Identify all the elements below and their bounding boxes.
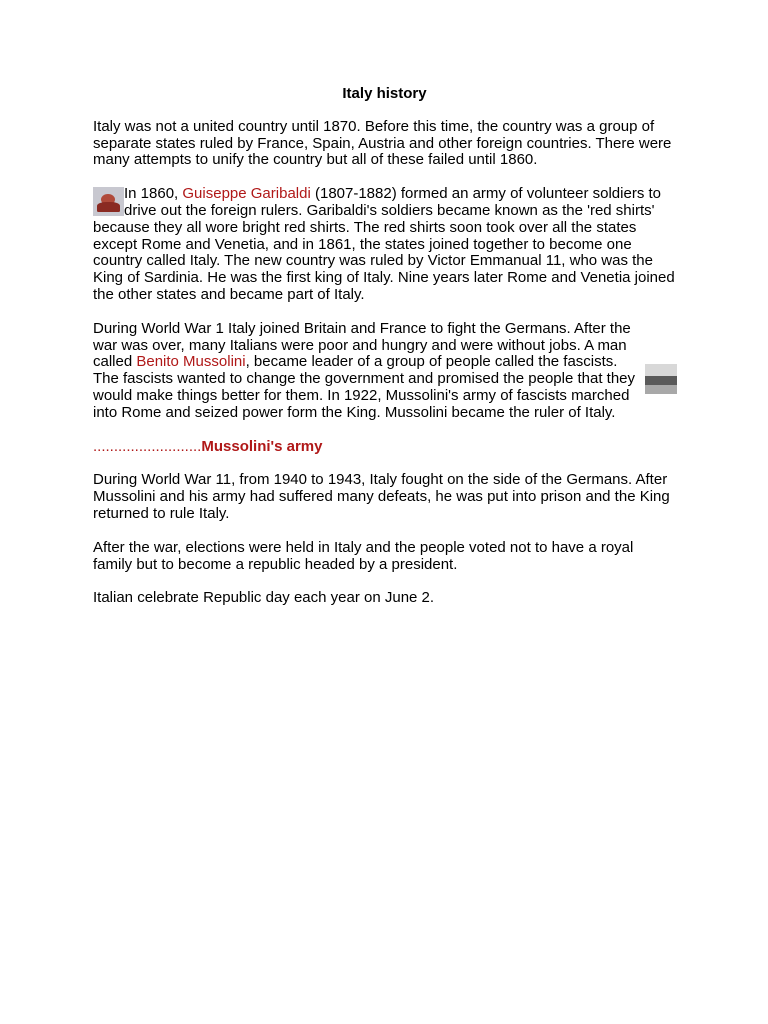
caption-dots: .......................... <box>93 437 202 455</box>
mussolini-link[interactable]: Benito Mussolini <box>136 353 246 371</box>
mussolini-army-image <box>645 364 677 394</box>
garibaldi-text-before: In 1860, <box>124 185 183 203</box>
paragraph-intro: Italy was not a united country until 1870. Before this time, the country was a group of separate states ruled by France, Spain, Austria and other foreign countries. There were many attempts to unify the country but all of these failed until 1860. <box>93 117 672 169</box>
document-page <box>93 86 676 624</box>
garibaldi-link[interactable]: Guiseppe Garibaldi <box>182 185 311 203</box>
garibaldi-text-after: (1807-1882) formed an army of volunteer soldiers to drive out the foreign rulers. Garibaldi's soldiers became known as the 'red shirts' because they all wore bright red shirts. The red shirts soon took over all the states except Rome and Venetia, and in 1861, the states joined together to become one country called Italy. The new country was ruled by Victor Emmanual 11, who was the King of Sardinia. He was the first king of Italy. Nine years later Rome and Venetia joined the other states and became part of Italy. <box>93 185 675 303</box>
paragraph-mussolini <box>93 321 676 422</box>
mussolini-text-after: , became leader of a group of people called the fascists. The fascists wanted to change the government and promised the people that they would make things better for them. In 1922, Mussolini's army of fascists marched into Rome and seized power form the King. Mussolini became the ruler of Italy. <box>93 353 636 421</box>
paragraph-republic: After the war, elections were held in Italy and the people voted not to have a royal family but to become a republic headed by a president. <box>93 538 634 573</box>
document-title: Italy history <box>342 85 427 102</box>
garibaldi-portrait-image <box>93 187 124 216</box>
paragraph-garibaldi <box>93 186 676 304</box>
paragraph-ww2: During World War 11, from 1940 to 1943, Italy fought on the side of the Germans. After Mussolini and his army had suffered many defeats, he was put into prison and the King returned to rule Italy. <box>93 471 670 522</box>
caption-text: Mussolini's army <box>201 437 323 455</box>
image-caption <box>93 439 676 456</box>
paragraph-republic-day: Italian celebrate Republic day each year on June 2. <box>93 589 435 607</box>
mussolini-text-before: During World War 1 Italy joined Britain and France to fight the Germans. After the war was over, many Italians were poor and hungry and were without jobs. A man called <box>93 319 631 371</box>
